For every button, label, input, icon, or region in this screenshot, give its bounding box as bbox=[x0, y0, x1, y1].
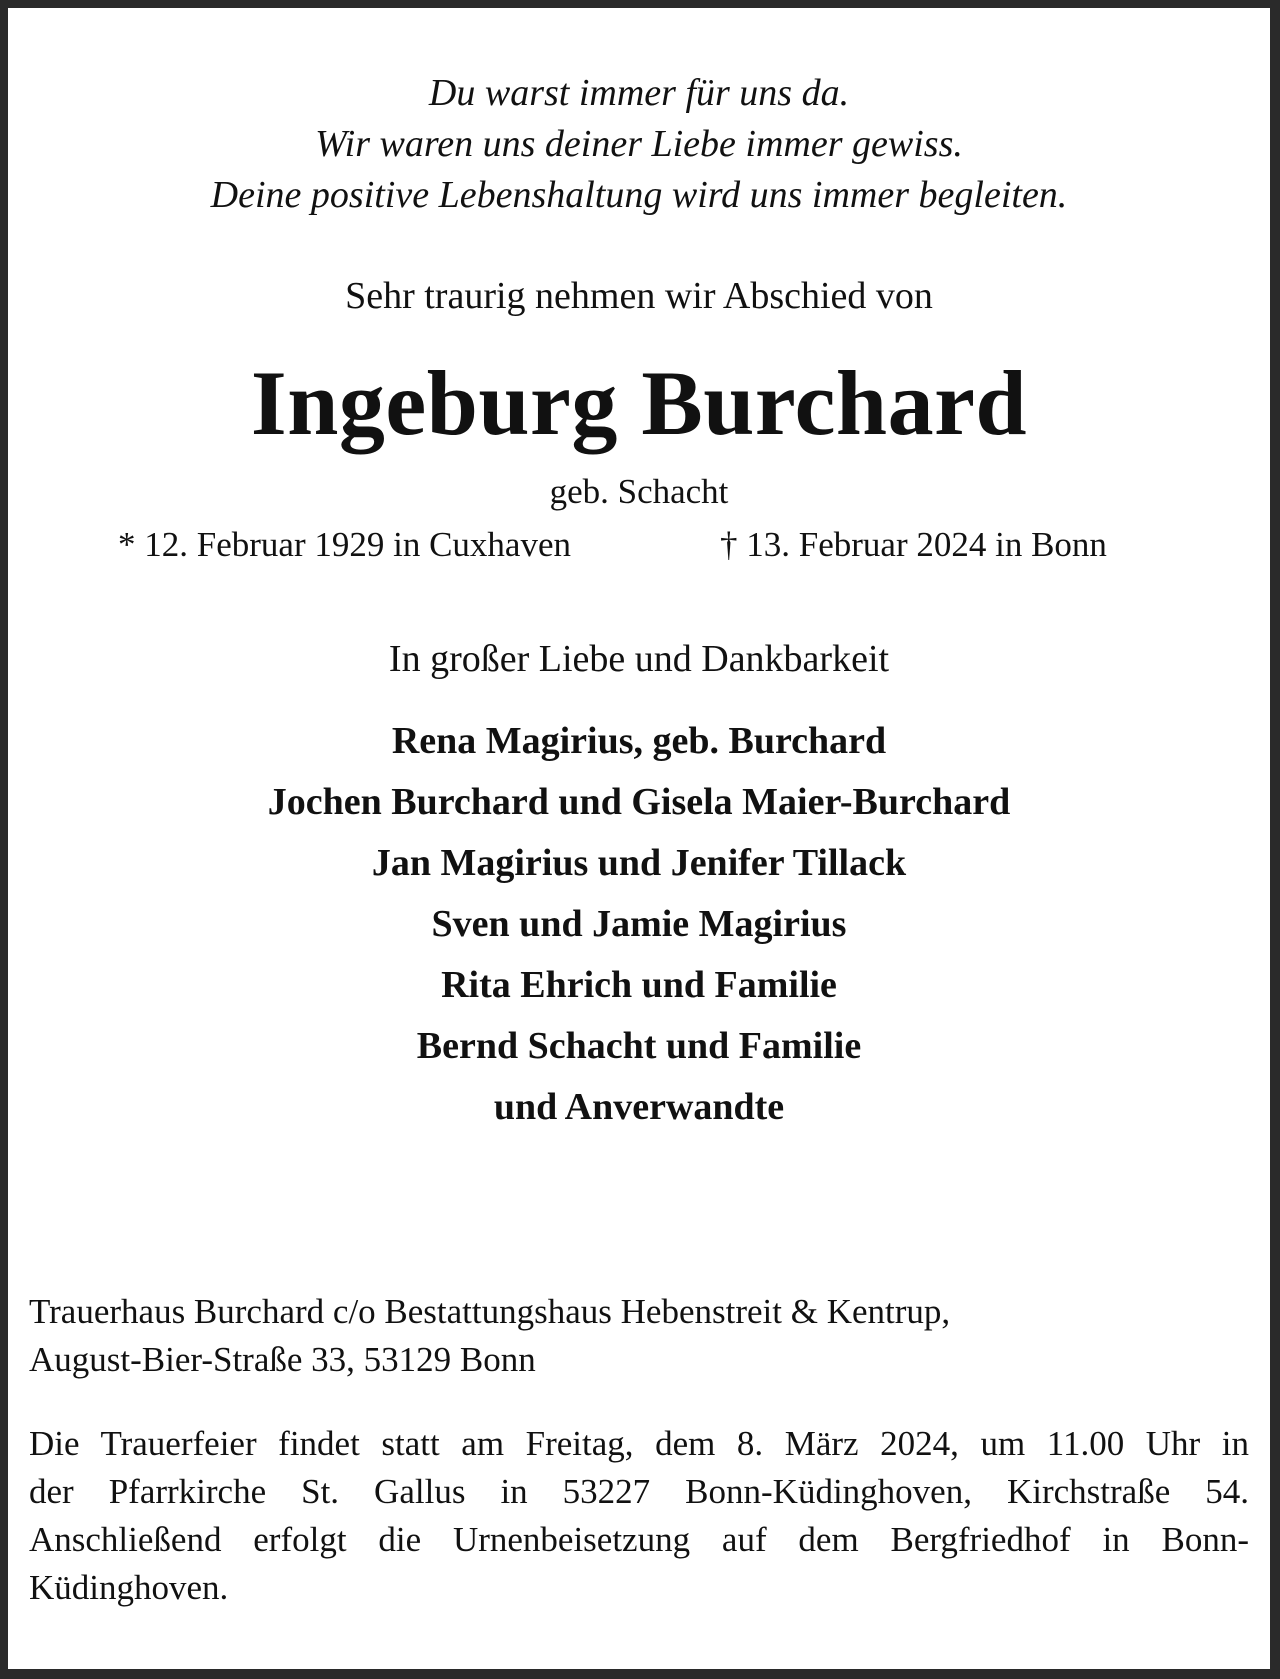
quote-line: Deine positive Lebenshaltung wird uns immer begleiten. bbox=[210, 174, 1068, 216]
quote-line: Wir waren uns deiner Liebe immer gewiss. bbox=[315, 123, 963, 165]
gratitude-line: In großer Liebe und Dankbarkeit bbox=[388, 638, 890, 680]
ceremony-line: der Pfarrkirche St. Gallus in 53227 Bonn-Küdinghoven, Kirchstraße 54. bbox=[29, 1472, 1249, 1511]
mourning-house-address bbox=[29, 1288, 1249, 1384]
death-date: † 13. Februar 2024 in Bonn bbox=[720, 525, 1107, 564]
mourner-entry: Sven und Jamie Magirius bbox=[431, 903, 847, 945]
quote-line: Du warst immer für uns da. bbox=[428, 72, 850, 114]
mourner-entry: Jochen Burchard und Gisela Maier-Burchard bbox=[267, 781, 1011, 823]
ceremony-line: Die Trauerfeier findet statt am Freitag, dem 8. März 2024, um 11.00 Uhr in bbox=[29, 1424, 1249, 1463]
farewell-intro: Sehr traurig nehmen wir Abschied von bbox=[345, 275, 933, 317]
obituary-notice bbox=[8, 8, 1270, 1669]
ceremony-line: Küdinghoven. bbox=[29, 1568, 229, 1607]
birth-date: * 12. Februar 1929 in Cuxhaven bbox=[118, 525, 571, 564]
ceremony-line: Anschließend erfolgt die Urnenbeisetzung auf dem Bergfriedhof in Bonn- bbox=[29, 1520, 1249, 1559]
address-line: Trauerhaus Burchard c/o Bestattungshaus Hebenstreit & Kentrup, bbox=[29, 1292, 951, 1331]
birth-name: geb. Schacht bbox=[549, 472, 729, 511]
mourner-entry: Rita Ehrich und Familie bbox=[441, 964, 837, 1006]
funeral-ceremony-info bbox=[29, 1420, 1249, 1612]
mourner-entry: Bernd Schacht und Familie bbox=[416, 1025, 862, 1067]
memorial-quote bbox=[8, 68, 1270, 221]
address-line: August-Bier-Straße 33, 53129 Bonn bbox=[29, 1340, 536, 1379]
deceased-name: Ingeburg Burchard bbox=[250, 352, 1028, 454]
mourner-entry: Jan Magirius und Jenifer Tillack bbox=[371, 842, 907, 884]
mourners-list bbox=[8, 711, 1270, 1138]
mourner-entry: und Anverwandte bbox=[493, 1086, 785, 1128]
mourner-entry: Rena Magirius, geb. Burchard bbox=[391, 720, 887, 762]
